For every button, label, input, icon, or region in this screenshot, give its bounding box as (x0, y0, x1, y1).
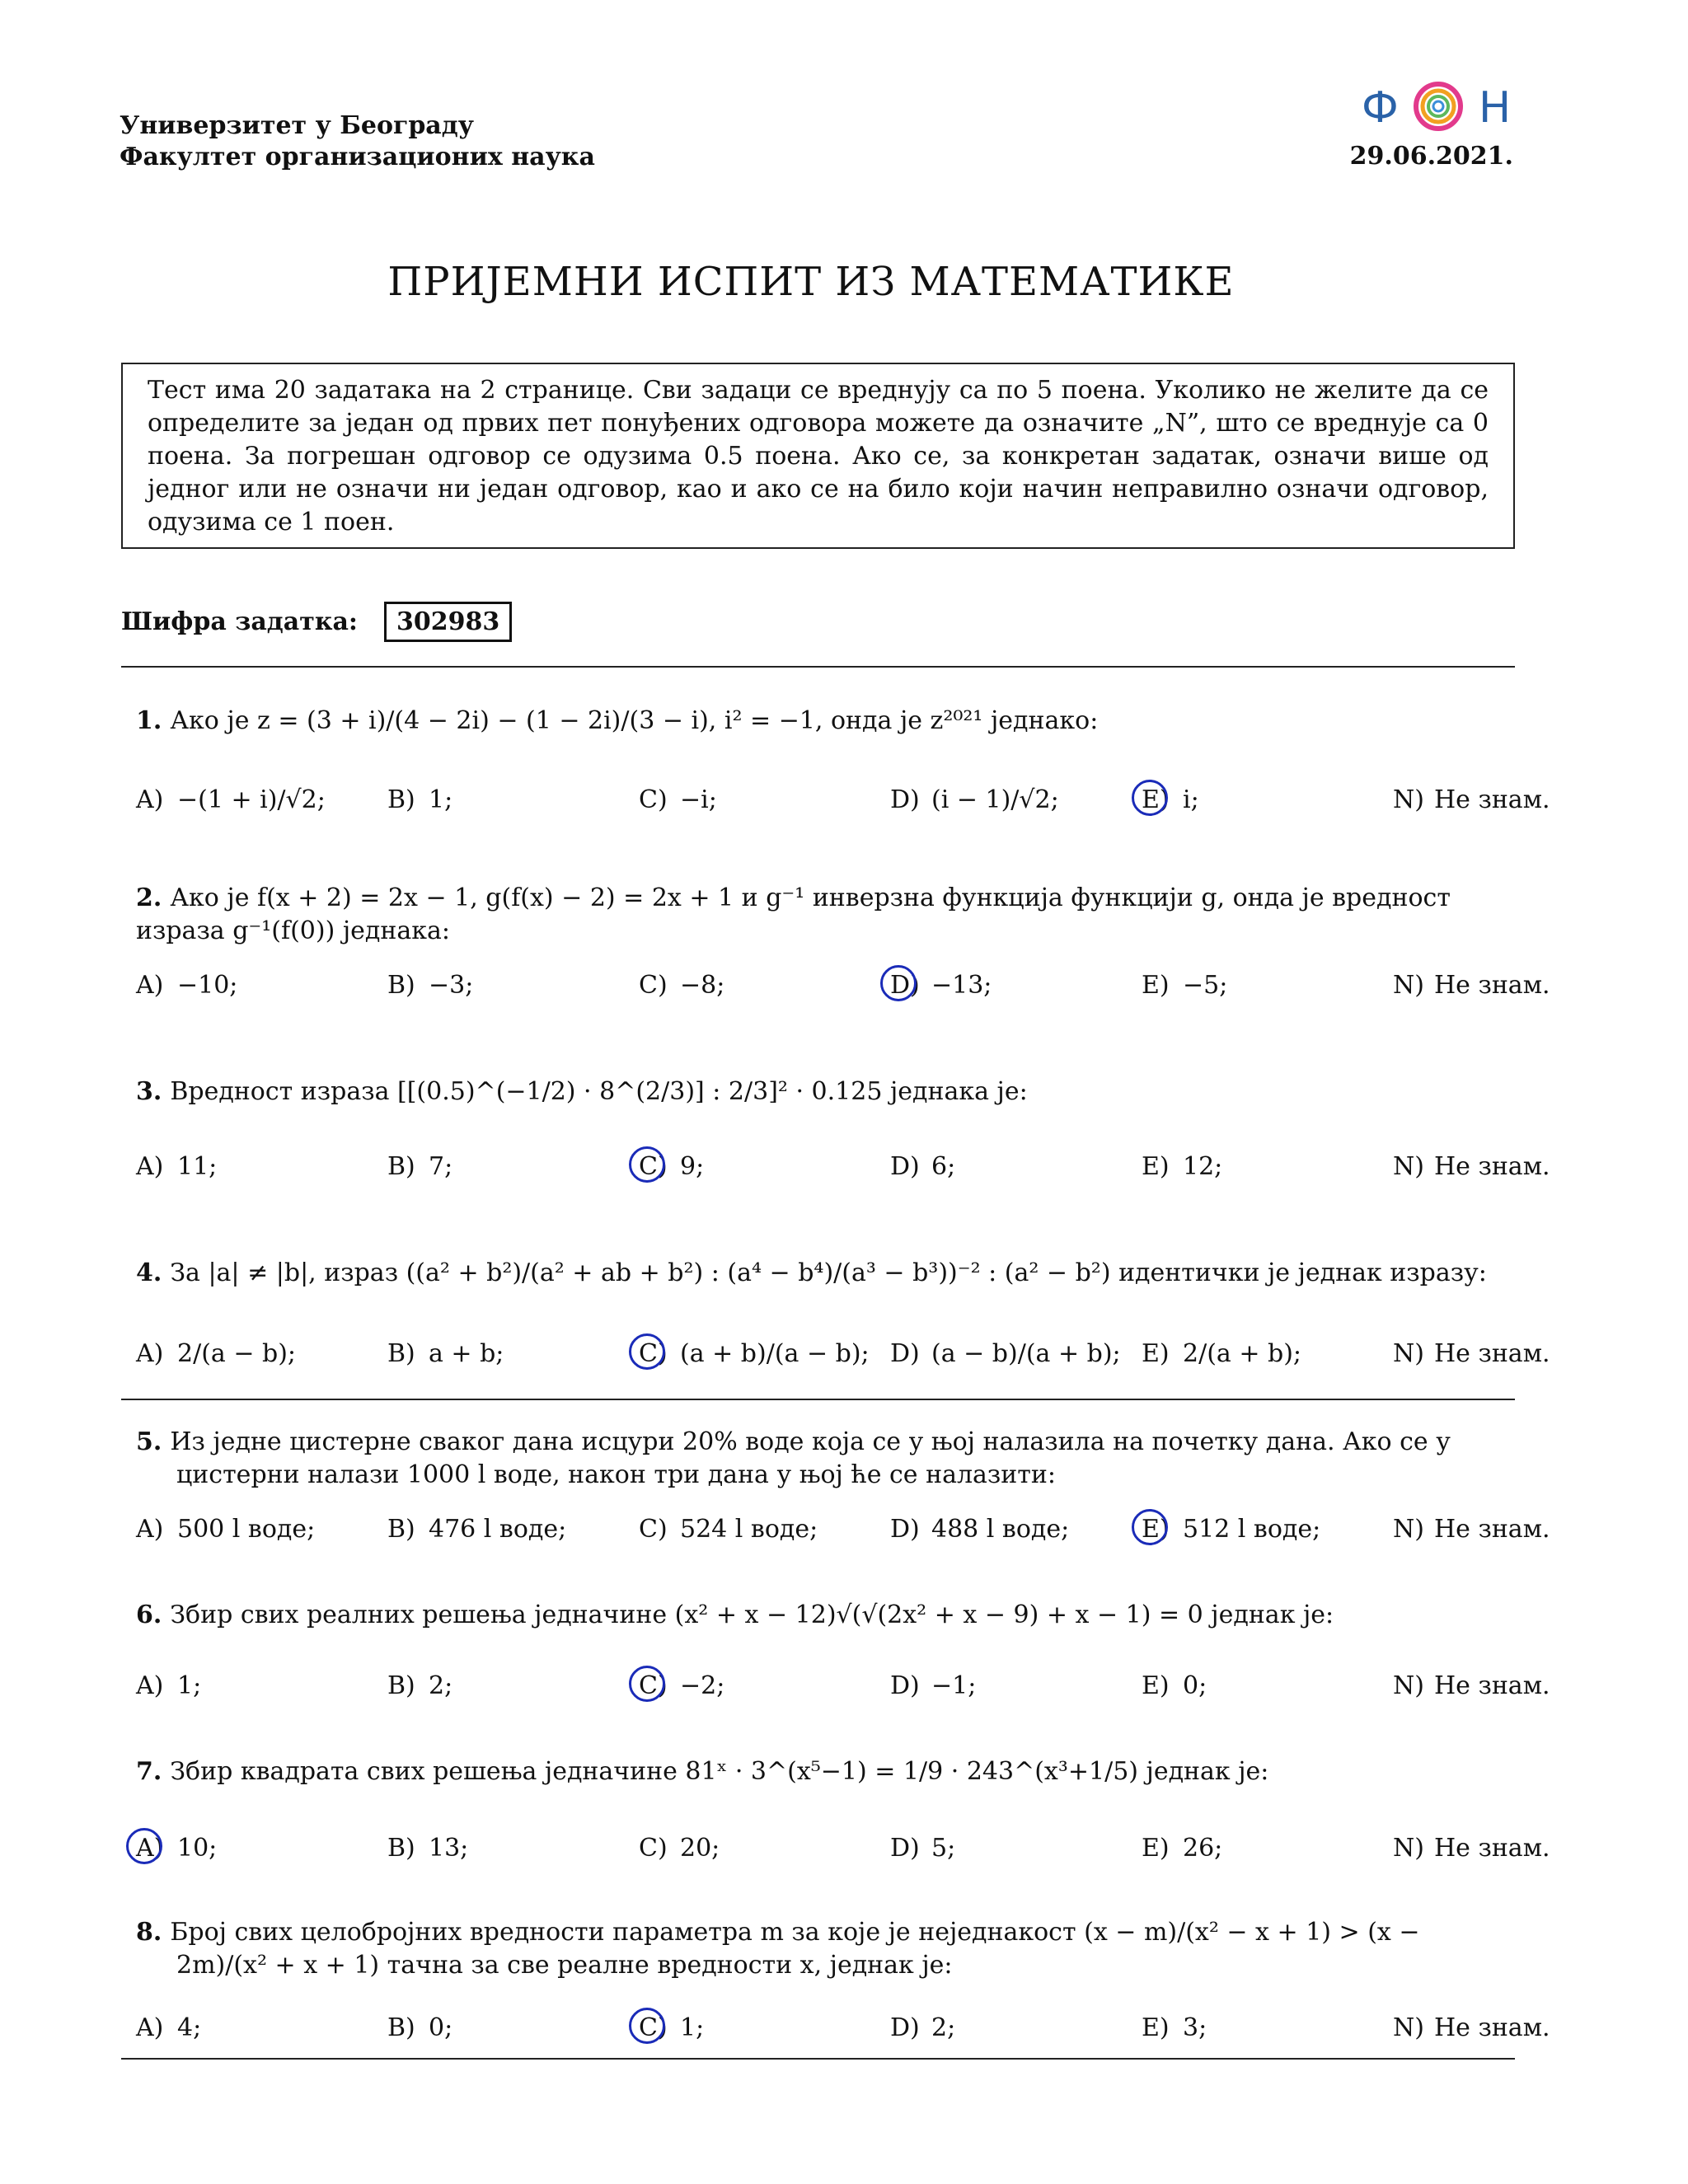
answer-option[interactable]: N) Не знам. (1393, 1151, 1550, 1181)
answer-option[interactable]: D) 2; (890, 2013, 956, 2042)
answer-option[interactable]: B) −3; (387, 970, 474, 1000)
answer-option[interactable]: D) −1; (890, 1671, 977, 1700)
answer-option-marked[interactable]: C) (a + b)/(a − b); (639, 1329, 870, 1378)
answer-option[interactable]: C) −8; (639, 970, 725, 1000)
task-code-label: Шифра задатка: (121, 607, 358, 636)
question-text: Збир квадрата свих решења једначине 81ˣ · 3^(x⁵−1) = 1/9 · 243^(x³+1/5) једнак је: (170, 1757, 1269, 1786)
question-number: 2. (136, 883, 162, 912)
page-title: ПРИЈЕМНИ ИСПИТ ИЗ МАТЕМАТИКЕ (387, 259, 1235, 305)
answers-7 (136, 1823, 1562, 1872)
rules-box: Тест има 20 задатака на 2 странице. Сви задаци се вреднују са по 5 поена. Уколико не желите да се определите за један од првих пет понуђених одговора можете да означите „N”, што се вреднује са 0 поена. За погрешан одговор се одузима 0.5 поена. Ако се, за конкретан задатак, означи више од једног или не означи ни један одговор, као и ако се на било који начин неправилно означи одговор, одузима се 1 поен. (121, 363, 1515, 549)
faculty-name: Факултет организационих наука (120, 143, 595, 171)
divider (121, 666, 1515, 668)
answer-option[interactable]: D) (i − 1)/√2; (890, 785, 1059, 814)
answer-option[interactable]: B) 0; (387, 2013, 453, 2042)
answer-option[interactable]: A) −(1 + i)/√2; (136, 785, 326, 814)
answers-6 (136, 1661, 1562, 1710)
university-name: Универзитет у Београду (120, 111, 474, 140)
question-text: За |a| ≠ |b|, израз ((a² + b²)/(a² + ab + b²) : (a⁴ − b⁴)/(a³ − b³))⁻² : (a² − b²) идентички је једнак изразу: (170, 1258, 1487, 1287)
exam-date: 29.06.2021. (1349, 142, 1513, 171)
question-number: 8. (136, 1918, 162, 1947)
selected-circle-icon (126, 1828, 162, 1864)
answer-option[interactable]: N) Не знам. (1393, 2013, 1550, 2042)
header-institution (120, 110, 595, 173)
answer-option-marked[interactable]: C) −2; (639, 1661, 724, 1710)
selected-circle-icon (1132, 1509, 1168, 1545)
selected-circle-icon (629, 1146, 665, 1183)
answer-option[interactable]: N) Не знам. (1393, 1671, 1550, 1700)
answers-8 (136, 2003, 1562, 2052)
answer-option-marked[interactable]: A) 10; (136, 1823, 217, 1872)
question-number: 6. (136, 1601, 162, 1629)
answer-option[interactable]: B) 7; (387, 1151, 453, 1181)
answer-option[interactable]: E) 3; (1142, 2013, 1207, 2042)
answer-option[interactable]: D) 488 l воде; (890, 1514, 1070, 1544)
question-number: 1. (136, 706, 162, 735)
answer-option[interactable]: D) (a − b)/(a + b); (890, 1338, 1121, 1368)
answer-option[interactable]: D) 6; (890, 1151, 956, 1181)
answer-option[interactable]: B) a + b; (387, 1338, 504, 1368)
answer-option[interactable]: N) Не знам. (1393, 1833, 1550, 1863)
answers-1 (136, 775, 1562, 824)
fon-logo-icon (1362, 79, 1515, 134)
answers-2 (136, 960, 1562, 1010)
answer-option[interactable]: E) 26; (1142, 1833, 1223, 1863)
selected-circle-icon (880, 965, 917, 1001)
selected-circle-icon (1132, 780, 1168, 816)
answer-option-marked[interactable]: D) −13; (890, 960, 992, 1010)
question-text: Број свих целобројних вредности параметра m за које је неједнакост (x − m)/(x² − x + 1) > (x − 2m)/(x² + x + 1) тачна за све реалне вредности x, једнак је: (170, 1918, 1420, 1980)
question-text: Вредност израза [[(0.5)^(−1/2) · 8^(2/3)] : 2/3]² · 0.125 једнака је: (170, 1077, 1028, 1106)
answer-option[interactable]: A) 500 l воде; (136, 1514, 316, 1544)
question-1 (136, 705, 1517, 738)
selected-circle-icon (629, 2008, 665, 2044)
answer-option[interactable]: A) 11; (136, 1151, 218, 1181)
answer-option[interactable]: A) 4; (136, 2013, 202, 2042)
answer-option[interactable]: A) 2/(a − b); (136, 1338, 297, 1368)
selected-circle-icon (629, 1666, 665, 1702)
answer-option[interactable]: E) 2/(a + b); (1142, 1338, 1302, 1368)
question-6 (136, 1599, 1517, 1632)
answers-3 (136, 1141, 1562, 1191)
answer-option-marked[interactable]: C) 9; (639, 1141, 704, 1191)
answer-option-marked[interactable]: C) 1; (639, 2003, 704, 2052)
task-code-value: 302983 (384, 602, 512, 642)
divider (121, 1399, 1515, 1400)
divider (121, 2058, 1515, 2060)
question-3 (136, 1076, 1517, 1108)
question-5 (136, 1426, 1517, 1492)
question-7 (136, 1755, 1517, 1788)
answer-option-marked[interactable]: E) i; (1142, 775, 1199, 824)
answer-option[interactable]: D) 5; (890, 1833, 956, 1863)
answer-option[interactable]: N) Не знам. (1393, 1338, 1550, 1368)
answer-option[interactable]: B) 2; (387, 1671, 453, 1700)
task-code-row (121, 602, 512, 642)
question-text: Ако је z = (3 + i)/(4 − 2i) − (1 − 2i)/(3 − i), i² = −1, онда је z²⁰²¹ једнако: (170, 706, 1099, 735)
answer-option-marked[interactable]: E) 512 l воде; (1142, 1504, 1320, 1554)
logo-letter-left: Ф (1362, 83, 1399, 133)
answer-option[interactable]: A) 1; (136, 1671, 202, 1700)
answer-option[interactable]: C) 524 l воде; (639, 1514, 818, 1544)
answers-5 (136, 1504, 1562, 1554)
answer-option[interactable]: C) −i; (639, 785, 717, 814)
answer-option[interactable]: B) 1; (387, 785, 453, 814)
question-number: 4. (136, 1258, 162, 1287)
answer-option[interactable]: N) Не знам. (1393, 785, 1550, 814)
question-4 (136, 1257, 1517, 1290)
question-number: 7. (136, 1757, 162, 1786)
question-2 (136, 882, 1517, 948)
question-number: 5. (136, 1427, 162, 1456)
answer-option[interactable]: B) 476 l воде; (387, 1514, 567, 1544)
answer-option[interactable]: E) −5; (1142, 970, 1228, 1000)
question-text: Из једне цистерне сваког дана исцури 20% воде која се у њој налазила на почетку дана. Ако се у цистерни налази 1000 l воде, након три дана у њој ће се налазити: (170, 1427, 1451, 1489)
answer-option[interactable]: A) −10; (136, 970, 238, 1000)
answer-option[interactable]: C) 20; (639, 1833, 720, 1863)
question-text: Ако је f(x + 2) = 2x − 1, g(f(x) − 2) = 2x + 1 и g⁻¹ инверзна функција функцији g, онда је вредност израза g⁻¹(f(0)) једнака: (136, 883, 1451, 945)
answer-option[interactable]: B) 13; (387, 1833, 469, 1863)
question-number: 3. (136, 1077, 162, 1106)
logo-letter-right: Н (1479, 83, 1512, 133)
answer-option[interactable]: E) 0; (1142, 1671, 1207, 1700)
answer-option[interactable]: N) Не знам. (1393, 1514, 1550, 1544)
selected-circle-icon (629, 1333, 665, 1370)
question-8 (136, 1916, 1517, 1982)
answer-option[interactable]: E) 12; (1142, 1151, 1223, 1181)
answers-4 (136, 1329, 1562, 1378)
answer-option[interactable]: N) Не знам. (1393, 970, 1550, 1000)
question-text: Збир свих реалних решења једначине (x² + x − 12)√(√(2x² + x − 9) + x − 1) = 0 једнак је: (170, 1601, 1334, 1629)
